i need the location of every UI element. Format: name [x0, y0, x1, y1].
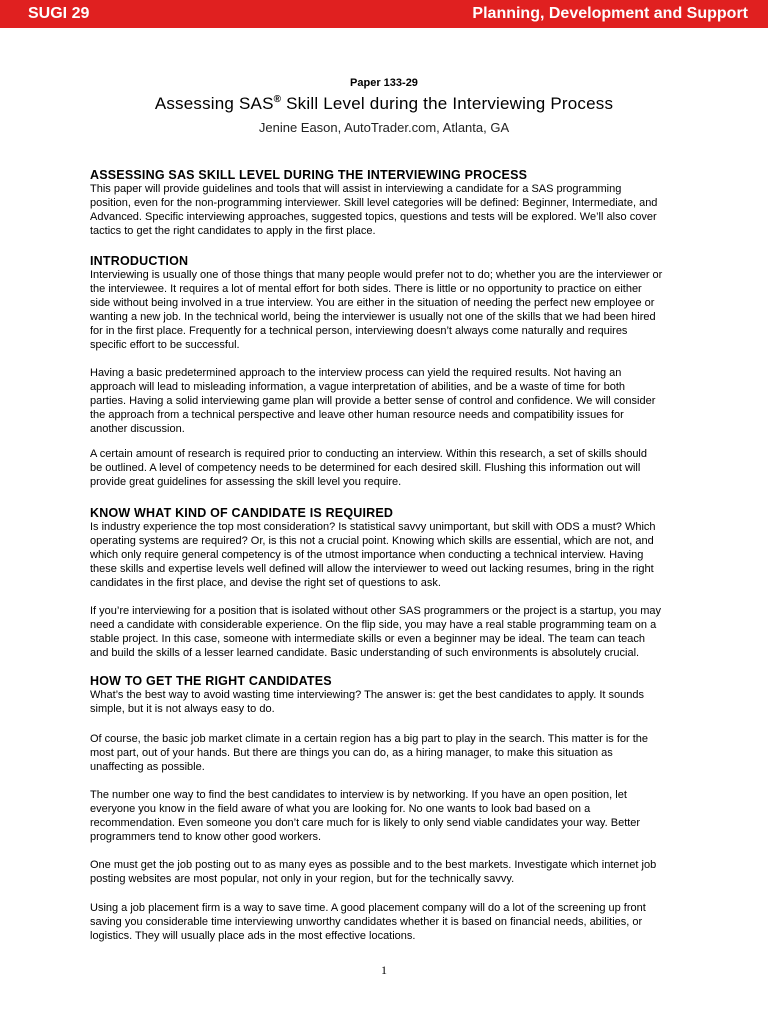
text-line: Advanced. Specific interviewing approaches, suggested topics, questions and tests will be explored. We’ll also cover [90, 210, 657, 223]
text-line: most part, out of your hands. But there are things you can do, as a hiring manager, to make this situation as [90, 746, 613, 759]
text-line: unaffecting as possible. [90, 760, 205, 773]
title-text-end: Skill Level during the Interviewing Process [281, 94, 614, 113]
paragraph [90, 183, 690, 239]
text-line: everyone you know in the field aware of what you are looking for. No one wants to look bad based on a [90, 802, 591, 815]
text-line: posting websites are most popular, not only in your region, but for the technically savvy. [90, 872, 515, 885]
text-line: provide great guidelines for assessing the skill level you require. [90, 475, 402, 488]
text-line: need a candidate with considerable experience. On the flip side, you may have a real stable programming team on a [90, 618, 657, 631]
text-line: parties. Having a solid interviewing game plan will provide a better sense of control and confidence. We will consider [90, 394, 656, 407]
text-line: This paper will provide guidelines and tools that will assist in interviewing a candidate for a SAS programming [90, 183, 622, 195]
text-line: wanting a new job. In the technical world, being the interviewer is usually not one of the skills that we had been hired [90, 310, 656, 323]
section-heading-assessing: ASSESSING SAS SKILL LEVEL DURING THE INTERVIEWING PROCESS [90, 168, 528, 182]
paragraph [90, 269, 690, 352]
registered-mark: ® [273, 94, 282, 105]
paragraph [90, 605, 690, 661]
paragraph [90, 521, 690, 591]
text-line: specific effort to be successful. [90, 338, 240, 351]
text-line: The number one way to find the best candidates to interview is by networking. If you have an open position, let [90, 789, 627, 801]
text-line: be outlined. A level of competency needs to be determined for each desired skill. Flushing this information out will [90, 461, 641, 474]
section-heading-know-candidate: KNOW WHAT KIND OF CANDIDATE IS REQUIRED [90, 506, 394, 520]
text-line: for in the first place. Frequently for a technical person, interviewing doesn’t always come naturally and requires [90, 324, 628, 337]
text-line: simple, but it is not always easy to do. [90, 702, 275, 715]
paragraph [90, 789, 690, 845]
text-line: another discussion. [90, 422, 185, 435]
text-line: the approach from a technical perspective and leave other human resource needs and compatibility issues for [90, 408, 624, 421]
text-line: operating systems are required? Or, is this not a crucial point. Knowing which skills are essential, which are not, and [90, 534, 654, 547]
text-line: tactics to get the right candidates to apply in the first place. [90, 224, 376, 237]
title-text-start: Assessing SAS [154, 94, 274, 113]
conference-header-bar [0, 0, 768, 28]
paragraph [90, 367, 690, 437]
text-line: approach will lead to misleading information, a vague interpretation of abilities, and be a waste of time for both [90, 380, 626, 393]
text-line: candidates in the first place, and devise the right set of questions to ask. [90, 576, 441, 589]
author-line: Jenine Eason, AutoTrader.com, Atlanta, GA [258, 120, 510, 135]
text-line: logistics. They will usually place ads in the most effective locations. [90, 929, 416, 942]
text-line: stable project. In this case, someone with intermediate skills or even a beginner may be ideal. The team can teach [90, 632, 645, 645]
text-line: A certain amount of research is required prior to conducting an interview. Within this research, a set of skills should [90, 448, 647, 460]
text-line: these skills and expertise levels well defined will allow the interviewer to weed out lacking resumes, bring in the right [90, 562, 654, 575]
text-line: What’s the best way to avoid wasting time interviewing? The answer is: get the best candidates to apply. It sounds [90, 689, 644, 701]
paragraph [90, 859, 690, 887]
text-line: programmers tend to know other good workers. [90, 830, 322, 843]
paragraph [90, 733, 690, 775]
text-line: side without being involved in a true interview. You are either in the situation of needing the perfect new employee or [90, 296, 655, 309]
track-label: Planning, Development and Support [472, 5, 748, 22]
text-line: If you’re interviewing for a position that is isolated without other SAS programmers or the project is a startup, you may [90, 605, 662, 617]
paragraph [90, 448, 690, 490]
text-line: Interviewing is usually one of those things that many people would prefer not to do; whether you are the interviewer or [90, 269, 663, 281]
paper-number: Paper 133-29 [350, 77, 418, 89]
text-line: recommendation. Even someone you don’t care much for is likely to only send viable candidates your way. Better [90, 816, 641, 829]
paper-title [0, 94, 768, 114]
text-line: and build the skills of a lesser learned candidate. Basic understanding of such environments is absolutely crucial. [90, 646, 640, 659]
section-heading-right-candidates: HOW TO GET THE RIGHT CANDIDATES [90, 674, 332, 688]
text-line: saving you considerable time interviewing unworthy candidates whether it is based on financial needs, abilities, or [90, 915, 643, 928]
text-line: Is industry experience the top most consideration? Is statistical savvy unimportant, but skill with ODS a must? Which [90, 521, 656, 533]
page-number: 1 [381, 963, 387, 977]
text-line: the interviewee. It requires a lot of mental effort for both sides. There is little or no opportunity to practice on either [90, 282, 642, 295]
text-line: Of course, the basic job market climate in a certain region has a big part to play in the search. This matter is for the [90, 733, 649, 745]
text-line: One must get the job posting out to as many eyes as possible and to the best markets. Investigate which internet job [90, 859, 657, 871]
text-line: position, even for the non-programming interviewer. Skill level categories will be defined: Beginner, Intermediate, and [90, 196, 658, 209]
text-line: which only require general competency is of the utmost importance when conducting a technical interview. Having [90, 548, 644, 561]
text-line: Having a basic predetermined approach to the interview process can yield the required results. Not having an [90, 367, 622, 379]
section-heading-introduction: INTRODUCTION [90, 254, 189, 268]
paragraph [90, 689, 690, 717]
paragraph [90, 902, 690, 944]
text-line: Using a job placement firm is a way to save time. A good placement company will do a lot of the screening up front [90, 902, 646, 914]
conference-label: SUGI 29 [28, 5, 90, 22]
